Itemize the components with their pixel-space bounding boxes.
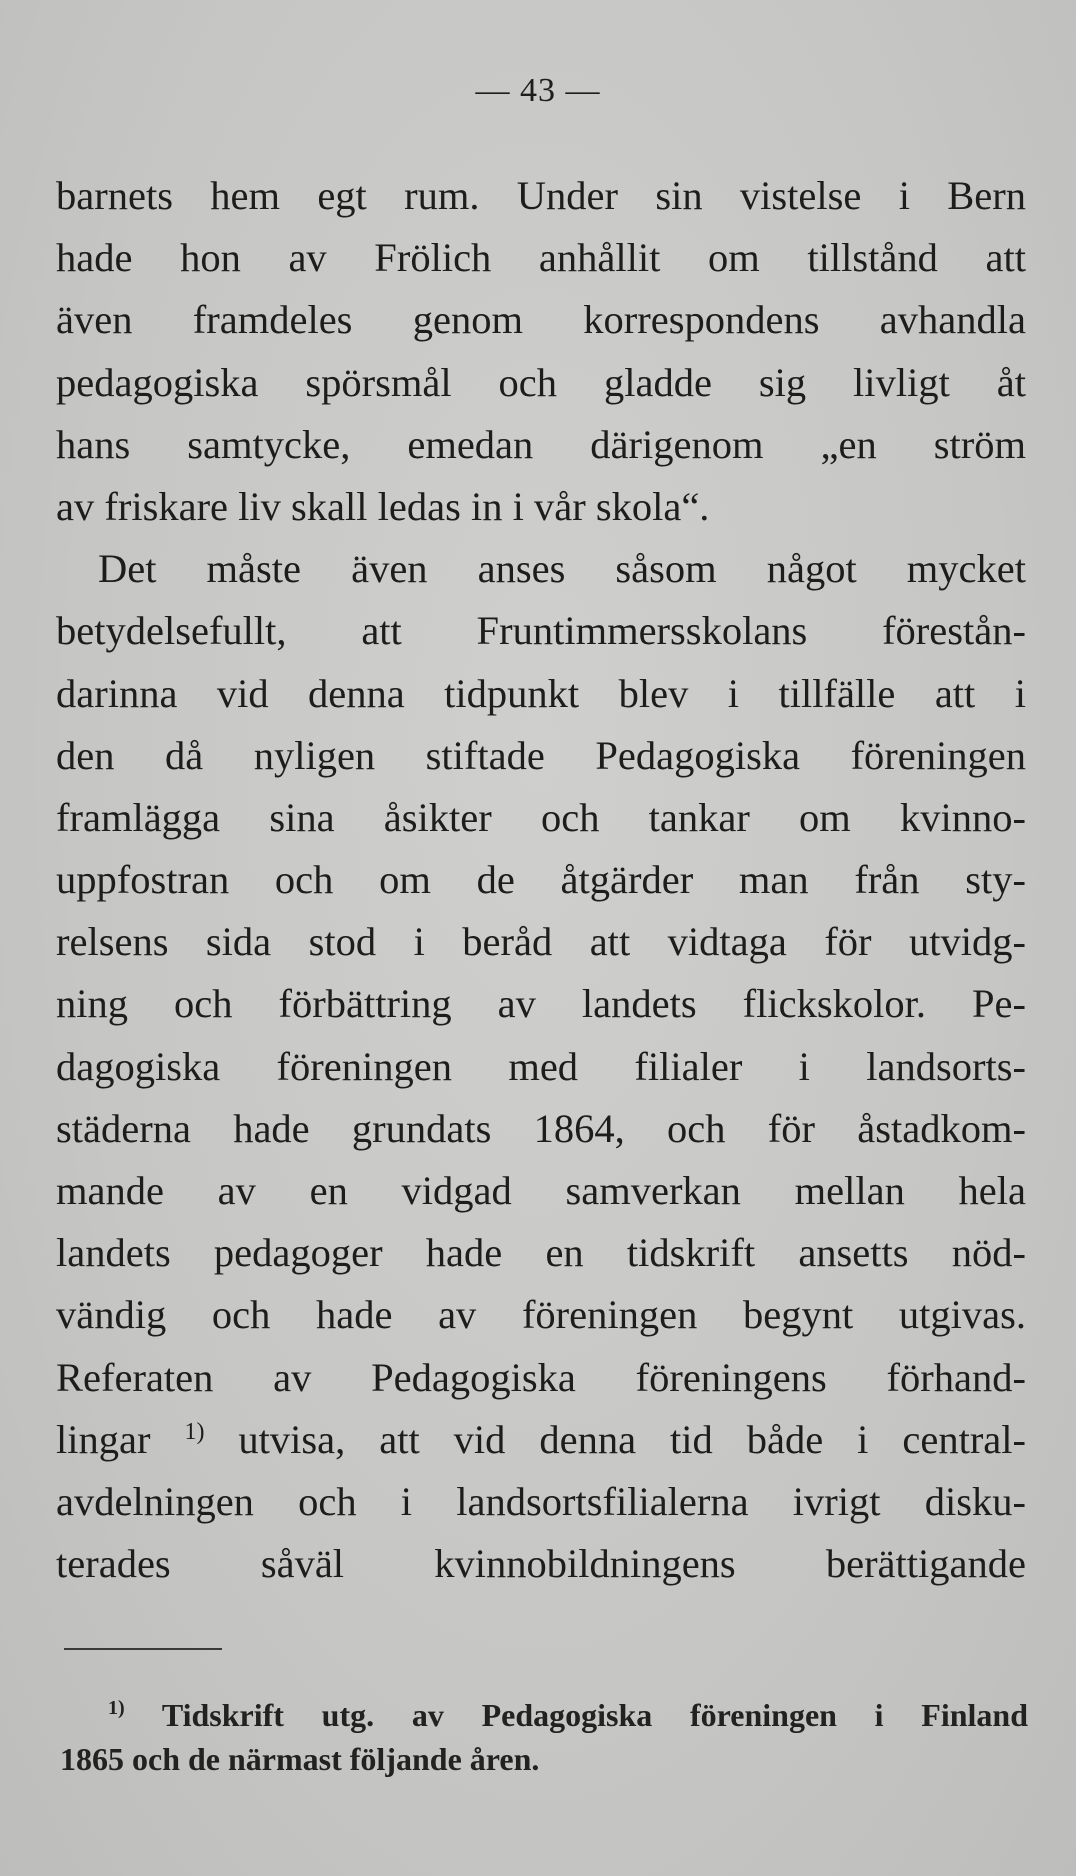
text-line: darinna vid denna tidpunkt blev i tillfälle att i [56, 670, 1026, 716]
text-line: hade hon av Frölich anhållit om tillstånd att [56, 235, 1026, 281]
footnote-line: 1865 och de närmast följande åren. [60, 1741, 540, 1777]
text-line: vändig och hade av föreningen begynt utgivas. [56, 1292, 1026, 1338]
text-line: landets pedagoger hade en tidskrift ansetts nöd- [56, 1230, 1026, 1276]
text-line: pedagogiska spörsmål och gladde sig livligt åt [56, 359, 1026, 405]
text-line: städerna hade grundats 1864, och för åstadkom- [56, 1105, 1026, 1151]
footnote-line [60, 1693, 1028, 1737]
page-number: — 43 — [475, 72, 601, 109]
text-fragment: utvisa, att vid denna tid både i central- [238, 1416, 1027, 1462]
text-fragment: lingar [56, 1416, 151, 1462]
text-line: mande av en vidgad samverkan mellan hela [56, 1168, 1026, 1213]
footnote [60, 1693, 1028, 1781]
text-line: även framdeles genom korrespondens avhandla [56, 297, 1026, 343]
body-text [56, 165, 1026, 1595]
text-line: ning och förbättring av landets flickskolor. Pe- [56, 981, 1026, 1027]
text-line: barnets hem egt rum. Under sin vistelse i Bern [56, 173, 1026, 218]
text-line: Referaten av Pedagogiska föreningens förhand- [56, 1354, 1026, 1400]
text-line: dagogiska föreningen med filialer i landsorts- [56, 1043, 1026, 1089]
text-line: hans samtycke, emedan därigenom „en ström [56, 421, 1026, 467]
text-line: framlägga sina åsikter och tankar om kvinno- [56, 794, 1026, 840]
text-line: relsens sida stod i beråd att vidtaga för utvidg- [56, 919, 1026, 965]
text-line: uppfostran och om de åtgärder man från sty- [56, 857, 1026, 903]
paragraph-start-line: Det måste även anses såsom något mycket [98, 546, 1026, 592]
text-line: den då nyligen stiftade Pedagogiska föreningen [56, 732, 1026, 778]
text-line: betydelsefullt, att Fruntimmersskolans förestån- [56, 608, 1026, 654]
footnote-separator-rule [64, 1648, 222, 1650]
text-line: terades såväl kvinnobildningens berättigande [56, 1541, 1026, 1587]
text-line: avdelningen och i landsortsfilialerna ivrigt disku- [56, 1478, 1026, 1524]
footnote-text: Tidskrift utg. av Pedagogiska föreningen i Finland [161, 1697, 1029, 1733]
text-line: av friskare liv skall ledas in i vår skola“. [56, 483, 710, 529]
footnote-reference: 1) [184, 1418, 205, 1445]
footnote-marker: 1) [108, 1697, 125, 1719]
text-line-with-footnote-ref [56, 1409, 1026, 1471]
